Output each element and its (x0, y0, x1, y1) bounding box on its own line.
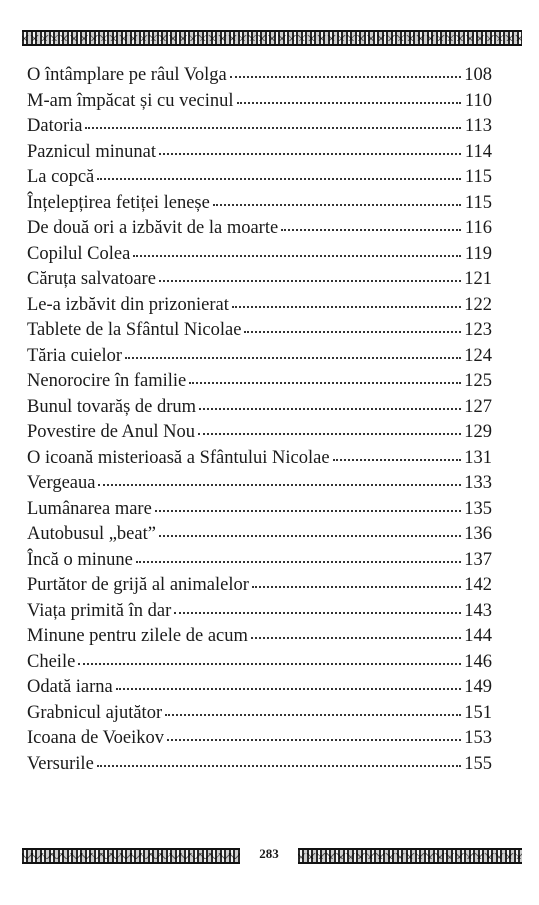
toc-entry-page: 115 (464, 192, 492, 213)
dot-leader (125, 356, 461, 359)
dot-leader (251, 636, 461, 639)
toc-entry (27, 344, 492, 370)
toc-entry-title: Copilul Colea (27, 243, 131, 264)
toc-entry-title: O întâmplare pe râul Volga (27, 65, 227, 85)
toc-entry (27, 599, 492, 625)
top-ornamental-border (22, 30, 522, 46)
toc-entry (27, 675, 492, 701)
toc-entry-page: 110 (464, 90, 492, 111)
toc-entry-title: Purtător de grijă al animalelor (27, 575, 249, 595)
bottom-left-ornamental-border (22, 848, 240, 864)
toc-entry (27, 318, 492, 344)
toc-entry-title: Vergeaua (27, 473, 96, 493)
dot-leader (159, 534, 461, 537)
toc-entry (27, 89, 492, 115)
toc-entry-page: 133 (464, 473, 492, 493)
dot-leader (97, 177, 461, 180)
toc-entry (27, 471, 492, 497)
toc-entry (27, 293, 492, 319)
toc-entry (27, 165, 492, 191)
toc-entry-page: 144 (464, 626, 492, 646)
toc-entry-title: Căruța salvatoare (27, 269, 156, 289)
toc-entry (27, 114, 492, 140)
toc-entry-page: 125 (464, 371, 492, 391)
toc-entry-page: 149 (464, 677, 492, 697)
toc-entry (27, 624, 492, 650)
toc-entry-title: Lumânarea mare (27, 498, 152, 519)
toc-entry (27, 573, 492, 599)
toc-entry-title: O icoană misterioasă a Sfântului Nicolae (27, 447, 330, 468)
toc-entry (27, 701, 492, 727)
dot-leader (165, 713, 461, 716)
toc-entry-title: Viața primită în dar (27, 600, 172, 621)
dot-leader (232, 305, 461, 308)
dot-leader (167, 738, 461, 741)
dot-leader (237, 101, 461, 104)
dot-leader (98, 483, 461, 486)
dot-leader (116, 687, 461, 690)
toc-entry (27, 726, 492, 752)
toc-entry-page: 143 (464, 600, 492, 621)
toc-entry-title: Icoana de Voeikov (27, 728, 164, 748)
toc-entry-title: Autobusul „beat” (27, 524, 156, 544)
toc-entry-title: Încă o minune (27, 549, 133, 570)
toc-entry-page: 155 (464, 753, 492, 774)
toc-entry-title: Le-a izbăvit din prizonierat (27, 294, 229, 315)
toc-entry (27, 548, 492, 574)
dot-leader (136, 560, 461, 563)
toc-entry-title: Tăria cuielor (27, 345, 123, 366)
dot-leader (189, 381, 461, 384)
toc-entry-title: Versurile (27, 753, 94, 774)
toc-entry (27, 395, 492, 421)
dot-leader (252, 585, 461, 588)
dot-leader (155, 509, 461, 512)
dot-leader (159, 152, 461, 155)
toc-entry (27, 267, 492, 293)
dot-leader (213, 203, 461, 206)
toc-entry (27, 191, 492, 217)
toc-entry-page: 129 (464, 422, 492, 442)
dot-leader (244, 330, 461, 333)
toc-entry-page: 122 (464, 294, 492, 315)
toc-entry (27, 752, 492, 778)
toc-entry-title: De două ori a izbăvit de la moarte (27, 218, 279, 238)
dot-leader (199, 407, 461, 410)
toc-entry-page: 151 (464, 702, 492, 723)
toc-entry-page: 119 (464, 243, 492, 264)
toc-entry-title: Nenorocire în familie (27, 371, 187, 391)
toc-entry-page: 121 (464, 269, 492, 289)
dot-leader (85, 126, 461, 129)
dot-leader (281, 228, 461, 231)
toc-entry-page: 146 (464, 651, 492, 672)
toc-entry-page: 131 (464, 447, 492, 468)
toc-entry (27, 242, 492, 268)
toc-entry (27, 216, 492, 242)
toc-entry-title: Grabnicul ajutător (27, 702, 163, 723)
toc-entry-page: 136 (464, 524, 492, 544)
toc-entry-title: Tablete de la Sfântul Nicolae (27, 320, 242, 340)
toc-entry (27, 446, 492, 472)
toc-entry (27, 522, 492, 548)
toc-entry-title: Înțelepțirea fetiței leneșe (27, 192, 210, 213)
toc-entry (27, 420, 492, 446)
toc-entry-page: 116 (464, 218, 492, 238)
toc-entry-page: 114 (464, 141, 492, 162)
dot-leader (174, 611, 461, 614)
dot-leader (133, 254, 461, 257)
toc-entry-page: 153 (464, 728, 492, 748)
toc-entry-page: 127 (464, 396, 492, 417)
toc-entry-page: 108 (464, 65, 492, 85)
toc-entry-title: Paznicul minunat (27, 141, 156, 162)
toc-entry-title: Datoria (27, 116, 83, 136)
toc-entry-title: Odată iarna (27, 677, 113, 697)
dot-leader (333, 458, 461, 461)
toc-entry-title: Povestire de Anul Nou (27, 422, 196, 442)
dot-leader (159, 279, 461, 282)
dot-leader (230, 75, 461, 78)
toc-entry-title: La copcă (27, 167, 95, 187)
toc-entry-title: Bunul tovarăș de drum (27, 396, 197, 417)
toc-entry-title: Minune pentru zilele de acum (27, 626, 248, 646)
toc-entry-page: 115 (464, 167, 492, 187)
toc-entry-page: 124 (464, 345, 492, 366)
toc-entry (27, 369, 492, 395)
toc-entry (27, 650, 492, 676)
bottom-right-ornamental-border (298, 848, 522, 864)
toc-entry-title: Cheile (27, 651, 76, 672)
page-number: 283 (259, 846, 279, 861)
table-of-contents (27, 63, 492, 777)
toc-entry (27, 63, 492, 89)
toc-entry (27, 140, 492, 166)
toc-entry-page: 113 (464, 116, 492, 136)
toc-entry-page: 135 (464, 498, 492, 519)
dot-leader (78, 662, 461, 665)
dot-leader (198, 432, 461, 435)
dot-leader (97, 764, 461, 767)
toc-entry-page: 137 (464, 549, 492, 570)
toc-entry-page: 123 (464, 320, 492, 340)
toc-entry-page: 142 (464, 575, 492, 595)
toc-entry (27, 497, 492, 523)
toc-entry-title: M-am împăcat și cu vecinul (27, 90, 234, 111)
